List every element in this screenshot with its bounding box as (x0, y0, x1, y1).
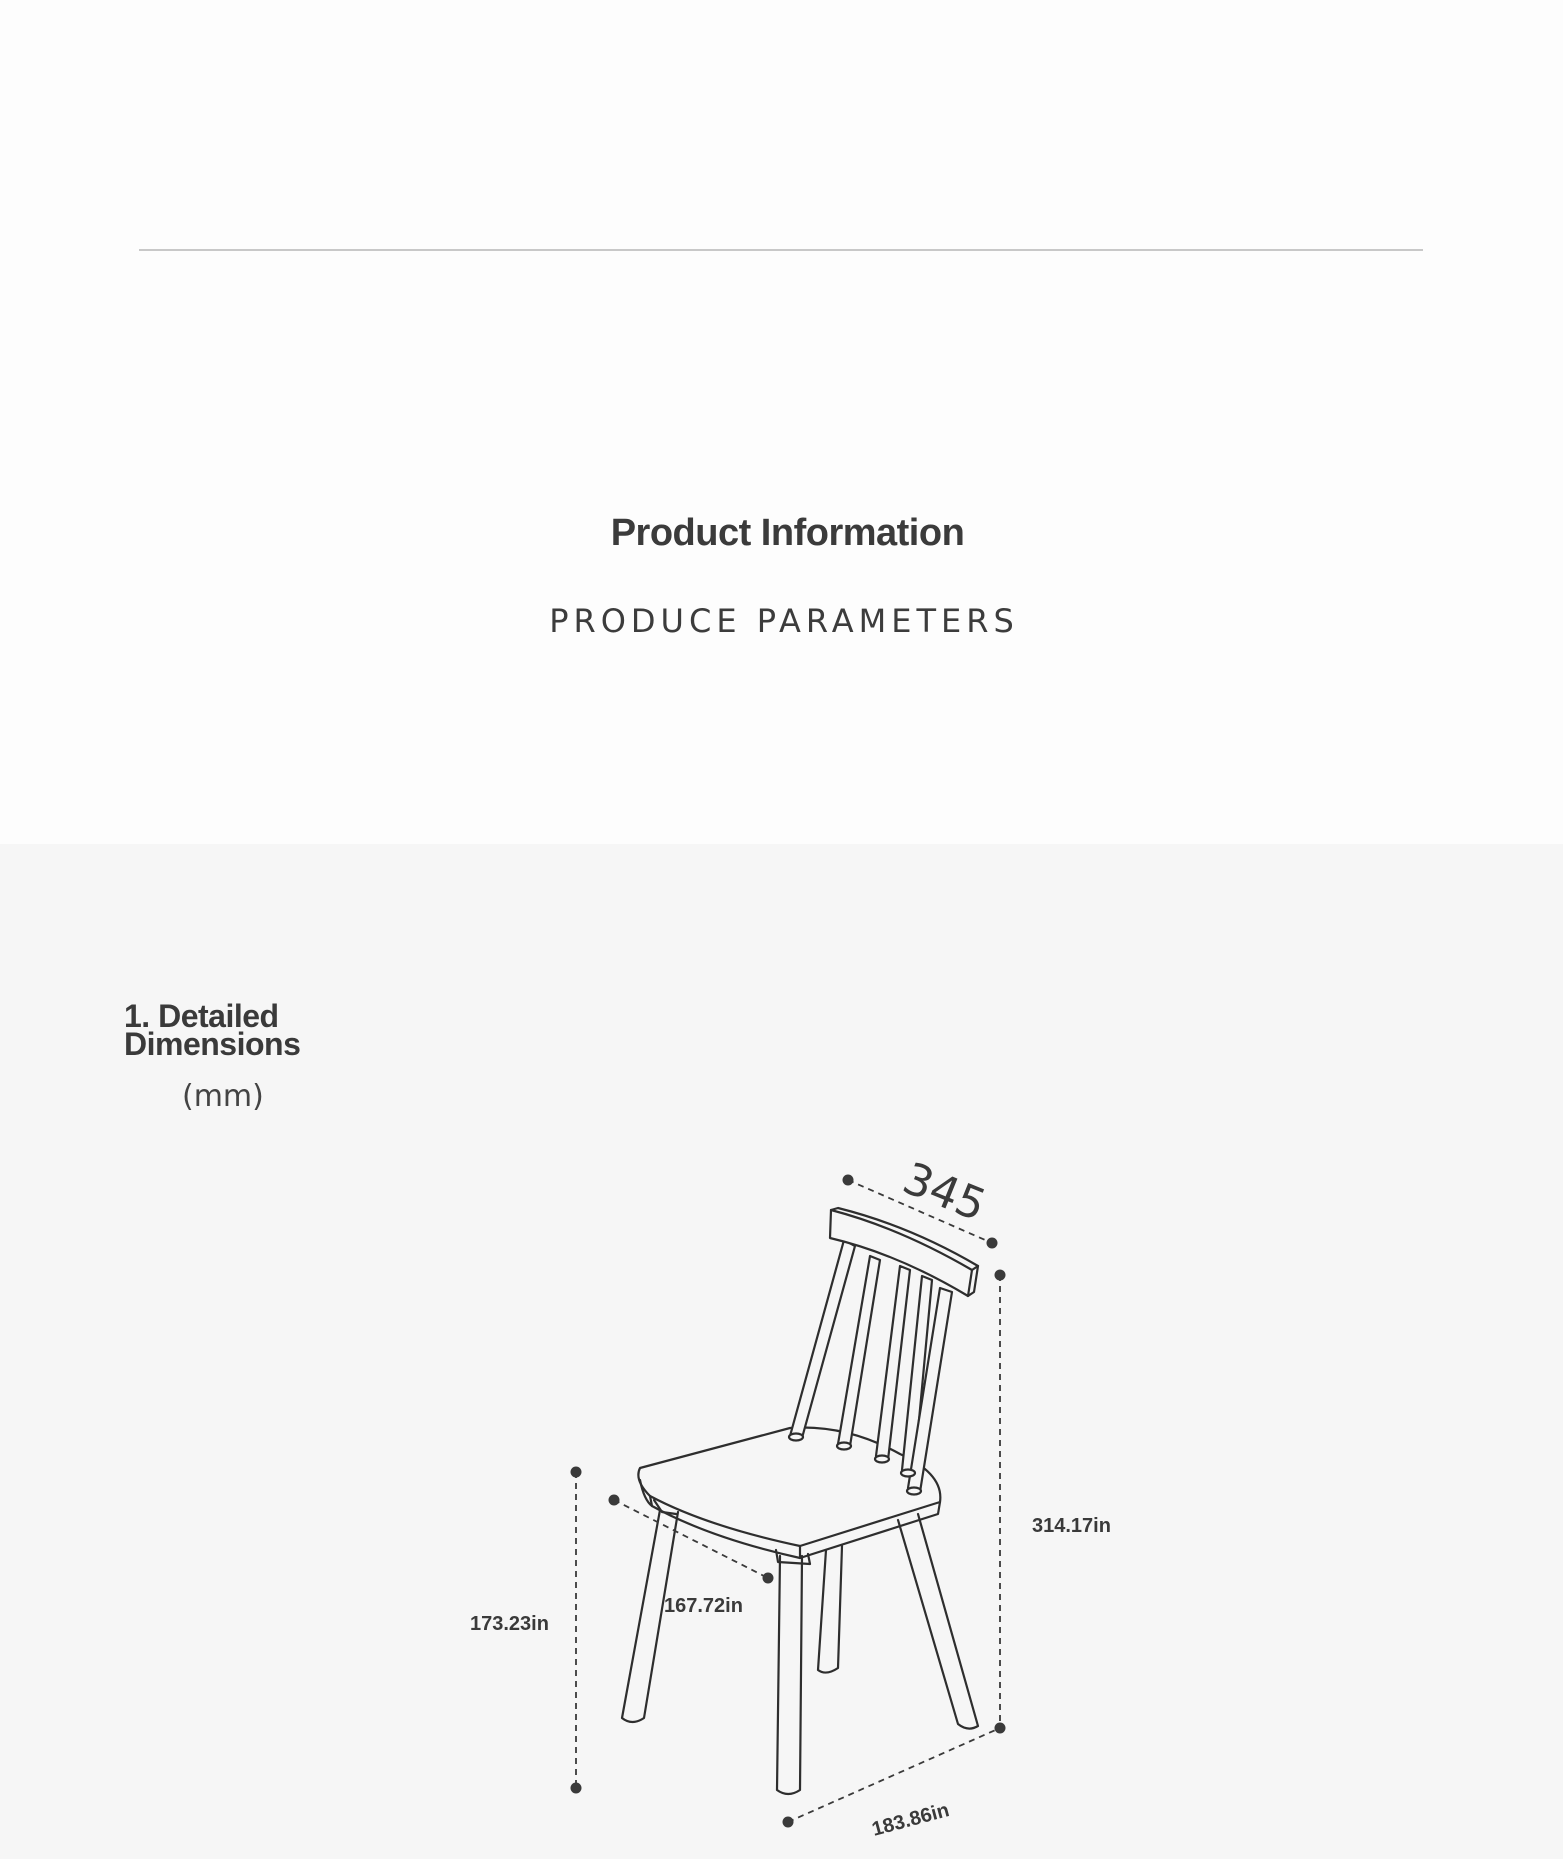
dim-label-total-height: 314.17in (1032, 1515, 1111, 1537)
dim-line-base-width (788, 1728, 1000, 1822)
front-leg-center (777, 1556, 802, 1794)
page-subtitle: PRODUCE PARAMETERS (549, 602, 1019, 640)
dim-point (783, 1817, 794, 1828)
dim-point (609, 1495, 620, 1506)
dim-point (987, 1238, 998, 1249)
back-leg-right (898, 1514, 978, 1729)
dim-point (571, 1783, 582, 1794)
dim-point (763, 1573, 774, 1584)
unit-label: (mm) (182, 1079, 264, 1114)
page-title: Product Information (610, 512, 965, 554)
dim-point (571, 1467, 582, 1478)
dim-point (995, 1270, 1006, 1281)
dim-label-seat-height: 173.23in (470, 1613, 549, 1635)
section-heading-line1: 1. Detailed (124, 998, 279, 1034)
chair-seat (638, 1428, 940, 1564)
dim-label-back-width: 345 (895, 1152, 993, 1232)
dim-point (843, 1175, 854, 1186)
dim-label-seat-depth: 167.72in (664, 1595, 743, 1617)
dim-point (995, 1723, 1006, 1734)
dim-label-base-width: 183.86in (869, 1799, 952, 1841)
back-leg-left (818, 1546, 842, 1673)
section-heading-line2: Dimensions (124, 1026, 301, 1062)
